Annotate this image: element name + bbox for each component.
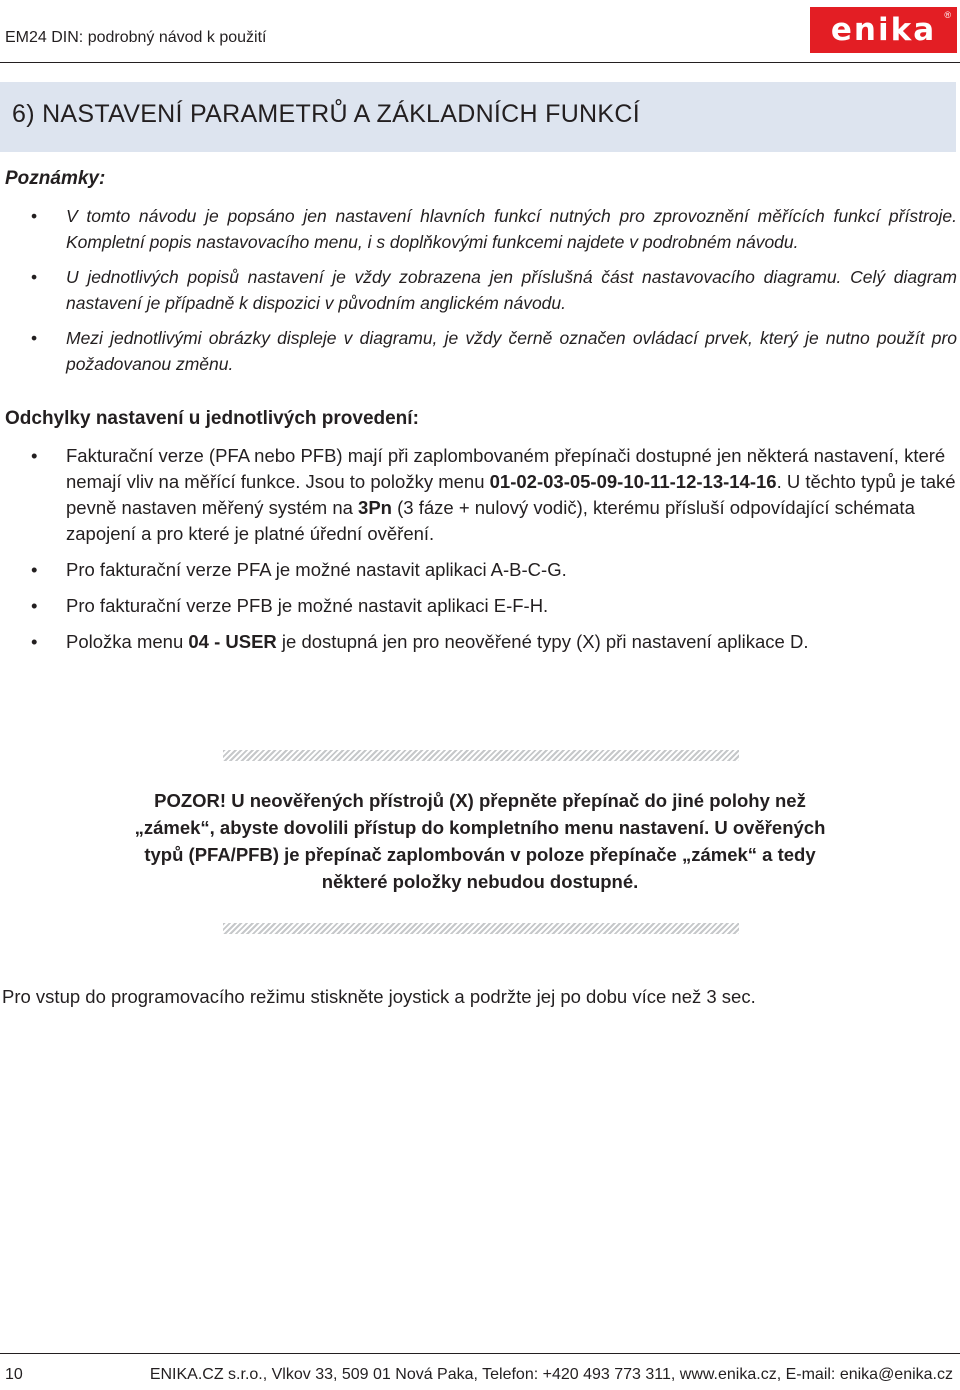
bullet: •: [31, 631, 38, 652]
note-text: Mezi jednotlivými obrázky displeje v diagramu, je vždy černě označen ovládací prvek, který je nutno použít pro požadovanou změnu.: [66, 328, 957, 374]
bullet: •: [31, 595, 38, 616]
header-divider: [0, 62, 960, 63]
note-text: V tomto návodu je popsáno jen nastavení hlavních funkcí nutných pro zprovoznění měřících funkcí přístroje. Kompletní popis nastavovacího menu, i s doplňkovými funkcemi najdete v podrobném návodu.: [66, 206, 957, 252]
deviation-text: (3 fáze + nulový vodič), kterému přísluší odpovídající schémata zapojení a pro které je platné úřední ověření.: [66, 497, 915, 544]
list-item: [0, 629, 957, 655]
registered-mark: ®: [944, 10, 951, 20]
menu-items-list: 01-02-03-05-09-10-11-12-13-14-16: [489, 471, 777, 492]
enika-logo: [810, 7, 957, 53]
bullet: •: [31, 445, 38, 466]
footer-divider: [0, 1353, 960, 1354]
bullet: •: [31, 559, 38, 580]
notes-list: [0, 203, 957, 386]
hatch-divider-top: [223, 750, 739, 761]
menu-item-name: 04 - USER: [188, 631, 277, 652]
warning-line: POZOR! U neověřených přístrojů (X) přepněte přepínač do jiné polohy než: [154, 790, 806, 811]
system-code: 3Pn: [358, 497, 392, 518]
list-item: [0, 557, 957, 583]
notes-heading: Poznámky:: [5, 168, 106, 189]
bullet: •: [31, 206, 38, 226]
warning-line: typů (PFA/PFB) je přepínač zaplombován v poloze přepínače „zámek“ a tedy: [144, 844, 816, 865]
deviation-text: je dostupná jen pro neověřené typy (X) při nastavení aplikace D.: [276, 631, 809, 652]
deviation-text: Fakturační verze (PFA nebo PFB) mají při zaplombovaném přepínači dostupné jen některá nastavení, které nemají vliv na měřící funkce. Jsou to položky menu: [66, 445, 946, 492]
deviations-list: [0, 443, 957, 665]
section-title: 6) NASTAVENÍ PARAMETRŮ A ZÁKLADNÍCH FUNKCÍ: [12, 100, 640, 128]
warning-line: některé položky nebudou dostupné.: [321, 871, 639, 892]
note-text: U jednotlivých popisů nastavení je vždy zobrazena jen příslušná část nastavovacího diagramu. Celý diagram nastavení je případně k dispozici v původním anglickém návodu.: [66, 267, 957, 313]
bullet: •: [31, 328, 38, 348]
list-item: [0, 443, 957, 547]
deviation-text: Pro fakturační verze PFA je možné nastavit aplikaci A-B-C-G.: [66, 559, 567, 580]
hatch-divider-bottom: [223, 923, 739, 934]
warning-box: [100, 787, 860, 895]
instruction-text: Pro vstup do programovacího režimu stiskněte joystick a podržte jej po dobu více než 3 sec.: [2, 986, 756, 1007]
page-number: 10: [5, 1366, 23, 1383]
deviation-text: Položka menu: [66, 631, 189, 652]
page-header-title: EM24 DIN: podrobný návod k použití: [5, 29, 267, 46]
deviations-heading: Odchylky nastavení u jednotlivých provedení:: [5, 408, 419, 429]
list-item: [0, 203, 957, 255]
list-item: [0, 593, 957, 619]
section-heading-band: [0, 82, 956, 152]
deviation-text: Pro fakturační verze PFB je možné nastavit aplikaci E-F-H.: [66, 595, 549, 616]
list-item: [0, 325, 957, 377]
bullet: •: [31, 267, 38, 287]
deviation-text: . U těchto typů je také pevně nastaven měřený systém na: [66, 471, 956, 518]
footer-contact: ENIKA.CZ s.r.o., Vlkov 33, 509 01 Nová Paka, Telefon: +420 493 773 311, www.enika.cz, E-mail: enika@enika.cz: [149, 1366, 953, 1383]
warning-line: „zámek“, abyste dovolili přístup do kompletního menu nastavení. U ověřených: [134, 817, 826, 838]
logo-text: enika: [830, 12, 937, 48]
list-item: [0, 264, 957, 316]
